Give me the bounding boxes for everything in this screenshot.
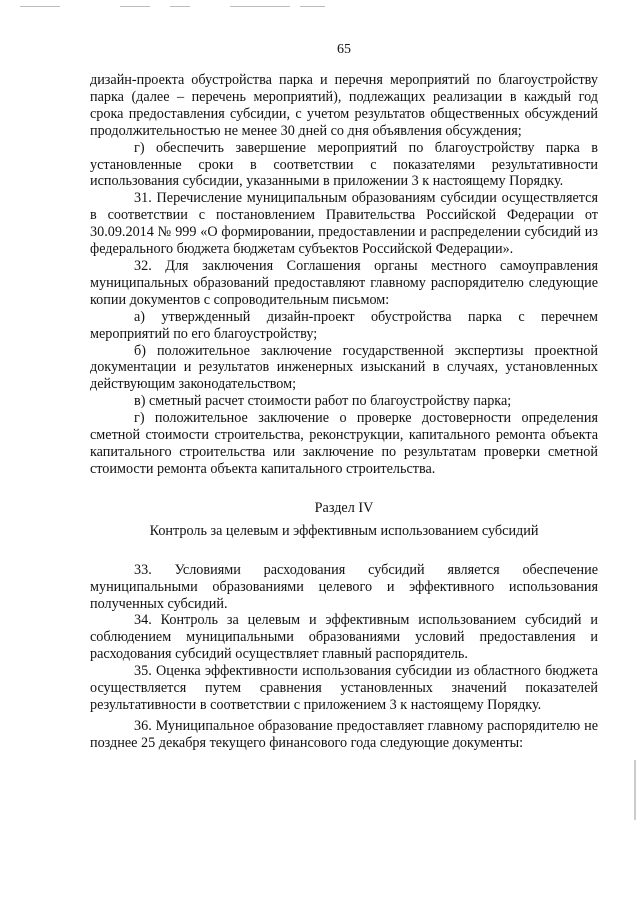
paragraph-35: 35. Оценка эффективности использования субсидии из областного бюджета осуществляется путем сравнения установленных значений показателей результативности в соответствии с приложением 3 к настоящему Порядку. [90,663,598,713]
paragraph-continuation: дизайн-проекта обустройства парка и перечня мероприятий по благоустройству парка (далее – перечень мероприятий), подлежащих реализации в каждый год срока предоставления субсидии, с учетом результатов общественных обсуждений продолжительностью не менее 30 дней со дня объявления обсуждения; [90,72,598,139]
paragraph-32-g: г) положительное заключение о проверке достоверности определения сметной стоимости строительства, реконструкции, капитального ремонта объекта капитального строительства или заключение по результатам проверки сметной стоимости ремонта объекта капитального строительства. [90,410,598,477]
paragraph-32-b: б) положительное заключение государственной экспертизы проектной документации и результатов инженерных изысканий в случаях, установленных действующим законодательством; [90,342,598,393]
section-title: Контроль за целевым и эффективным использованием субсидий [149,522,539,539]
paragraph-36: 36. Муниципальное образование предоставляет главному распорядителю не позднее 25 декабря текущего финансового года следующие документы: [90,717,598,751]
paragraph-32: 32. Для заключения Соглашения органы местного самоуправления муниципальных образований предоставляют главному распорядителю следующие копии документов с сопроводительным письмом: [90,257,598,308]
scan-edge-mark [634,760,636,820]
paragraph-item-g: г) обеспечить завершение мероприятий по благоустройству парка в установленные сроки в соответствии с показателями результативности использования субсидии, указанными в приложении 3 к настоящему Порядку. [90,139,598,190]
document-page [90,0,598,752]
paragraph-32-a: а) утвержденный дизайн-проект обустройства парка с перечнем мероприятий по его благоустройству; [90,308,598,342]
paragraph-32-v: в) сметный расчет стоимости работ по благоустройству парка; [134,393,512,410]
paragraph-31: 31. Перечисление муниципальным образованиям субсидии осуществляется в соответствии с постановлением Правительства Российской Федерации от 30.09.2014 № 999 «О формировании, предоставлении и распределении субсидий из федерального бюджета бюджетам субъектов Российской Федерации». [90,190,598,258]
paragraph-34: 34. Контроль за целевым и эффективным использованием субсидий и соблюдением муниципальными образованиями условий предоставления и расходования субсидий осуществляет главный распорядитель. [90,612,598,663]
page-number: 65 [337,42,351,57]
section-heading: Раздел IV [314,499,374,516]
paragraph-33: 33. Условиями расходования субсидий является обеспечение муниципальными образованиями целевого и эффективного использования полученных субсидий. [90,561,598,612]
